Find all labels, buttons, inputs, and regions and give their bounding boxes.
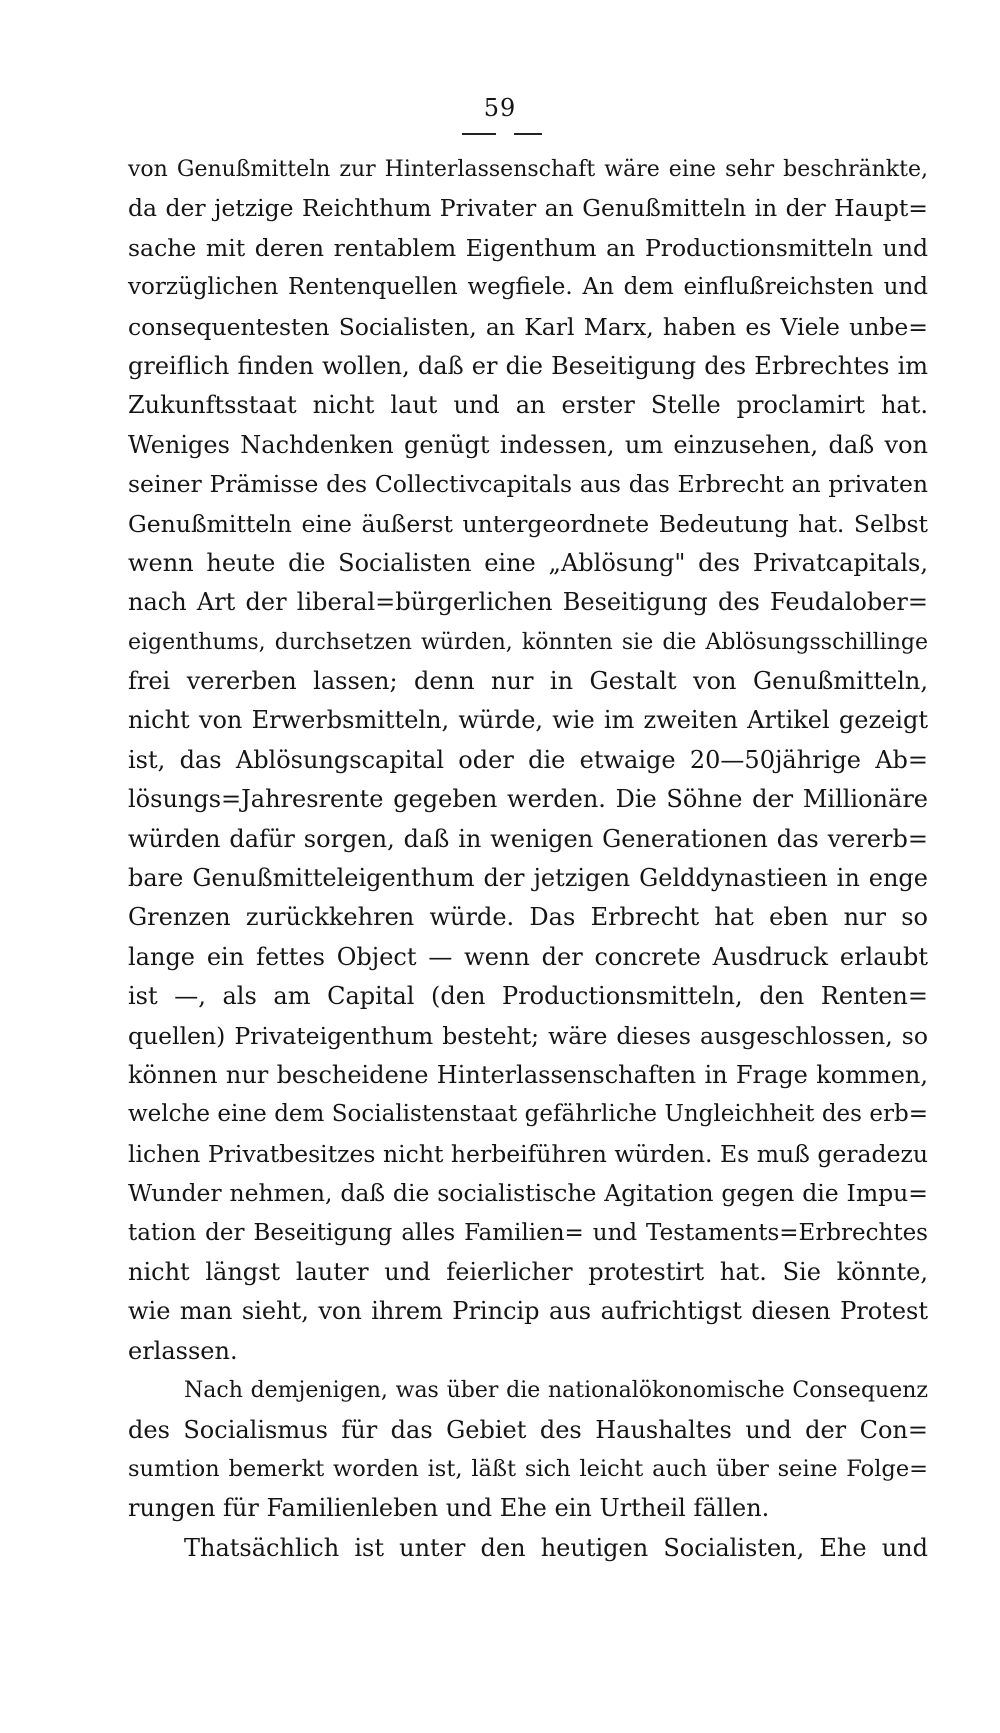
text-line: Wunder nehmen, daß die socialistische Agitation gegen die Impu= <box>128 1179 928 1208</box>
text-line: des Socialismus für das Gebiet des Haushaltes und der Con= <box>128 1415 928 1444</box>
text-line: nicht von Erwerbsmitteln, würde, wie im zweiten Artikel gezeigt <box>128 706 928 735</box>
text-line-paragraph-start: Nach demjenigen, was über die nationalökonomische Consequenz <box>184 1378 928 1404</box>
text-line: von Genußmitteln zur Hinterlassenschaft wäre eine sehr beschränkte, <box>128 157 928 182</box>
text-line: wenn heute die Socialisten eine „Ablösung" des Privatcapitals, <box>128 548 928 577</box>
text-line: nicht längst lauter und feierlicher protestirt hat. Sie könnte, <box>128 1257 928 1286</box>
text-line: welche eine dem Socialistenstaat gefährliche Ungleichheit des erb= <box>128 1101 928 1128</box>
text-line: können nur bescheidene Hinterlassenschaften in Frage kommen, <box>128 1060 928 1089</box>
text-line: wie man sieht, von ihrem Princip aus aufrichtigst diesen Protest <box>128 1297 928 1326</box>
text-line: frei vererben lassen; denn nur in Gestalt von Genußmitteln, <box>128 667 928 696</box>
text-line: nach Art der liberal=bürgerlichen Beseitigung des Feudalober= <box>128 588 928 617</box>
text-line: sumtion bemerkt worden ist, läßt sich leicht auch über seine Folge= <box>128 1455 928 1482</box>
text-line: lange ein fettes Object — wenn der concrete Ausdruck erlaubt <box>128 942 928 971</box>
text-line: Genußmitteln eine äußerst untergeordnete Bedeutung hat. Selbst <box>128 509 928 538</box>
page-number: 59 <box>483 94 517 122</box>
text-line-paragraph-end: rungen für Familienleben und Ehe ein Urtheil fällen. <box>128 1494 770 1523</box>
text-line: quellen) Privateigenthum besteht; wäre dieses ausgeschlossen, so <box>128 1021 928 1050</box>
text-line: ist —, als am Capital (den Productionsmitteln, den Renten= <box>128 982 928 1011</box>
text-line: lösungs=Jahresrente gegeben werden. Die Söhne der Millionäre <box>128 785 928 814</box>
text-line: Grenzen zurückkehren würde. Das Erbrecht hat eben nur so <box>128 903 928 932</box>
text-line: eigenthums, durchsetzen würden, könnten sie die Ablösungsschillinge <box>128 629 928 655</box>
text-line: Weniges Nachdenken genügt indessen, um einzusehen, daß von <box>128 430 928 459</box>
text-line-paragraph-end: erlassen. <box>128 1336 238 1365</box>
text-line: würden dafür sorgen, daß in wenigen Generationen das vererb= <box>128 824 928 853</box>
text-line: seiner Prämisse des Collectivcapitals aus das Erbrecht an privaten <box>128 470 928 499</box>
body-text <box>128 150 928 1568</box>
text-line: bare Genußmitteleigenthum der jetzigen Gelddynastieen in enge <box>128 864 928 893</box>
page-number-area <box>0 94 1000 122</box>
text-line: greiflich finden wollen, daß er die Beseitigung des Erbrechtes im <box>128 351 928 380</box>
text-line: tation der Beseitigung alles Familien= und Testaments=Erbrechtes <box>128 1219 928 1246</box>
text-line: ist, das Ablösungscapital oder die etwaige 20—50jährige Ab= <box>128 745 928 774</box>
text-line: consequentesten Socialisten, an Karl Marx, haben es Viele unbe= <box>128 312 928 341</box>
text-line: lichen Privatbesitzes nicht herbeiführen würden. Es muß geradezu <box>128 1139 928 1168</box>
header-rule-right <box>514 133 542 135</box>
text-line-paragraph-start: Thatsächlich ist unter den heutigen Socialisten, Ehe und <box>184 1533 928 1562</box>
text-line: Zukunftsstaat nicht laut und an erster Stelle proclamirt hat. <box>128 391 928 420</box>
text-line: vorzüglichen Rentenquellen wegfiele. An dem einflußreichsten und <box>128 274 928 301</box>
text-line: da der jetzige Reichthum Privater an Genußmitteln in der Haupt= <box>128 194 928 223</box>
text-line: sache mit deren rentablem Eigenthum an Productionsmitteln und <box>128 233 928 262</box>
header-rule-left <box>462 133 496 135</box>
